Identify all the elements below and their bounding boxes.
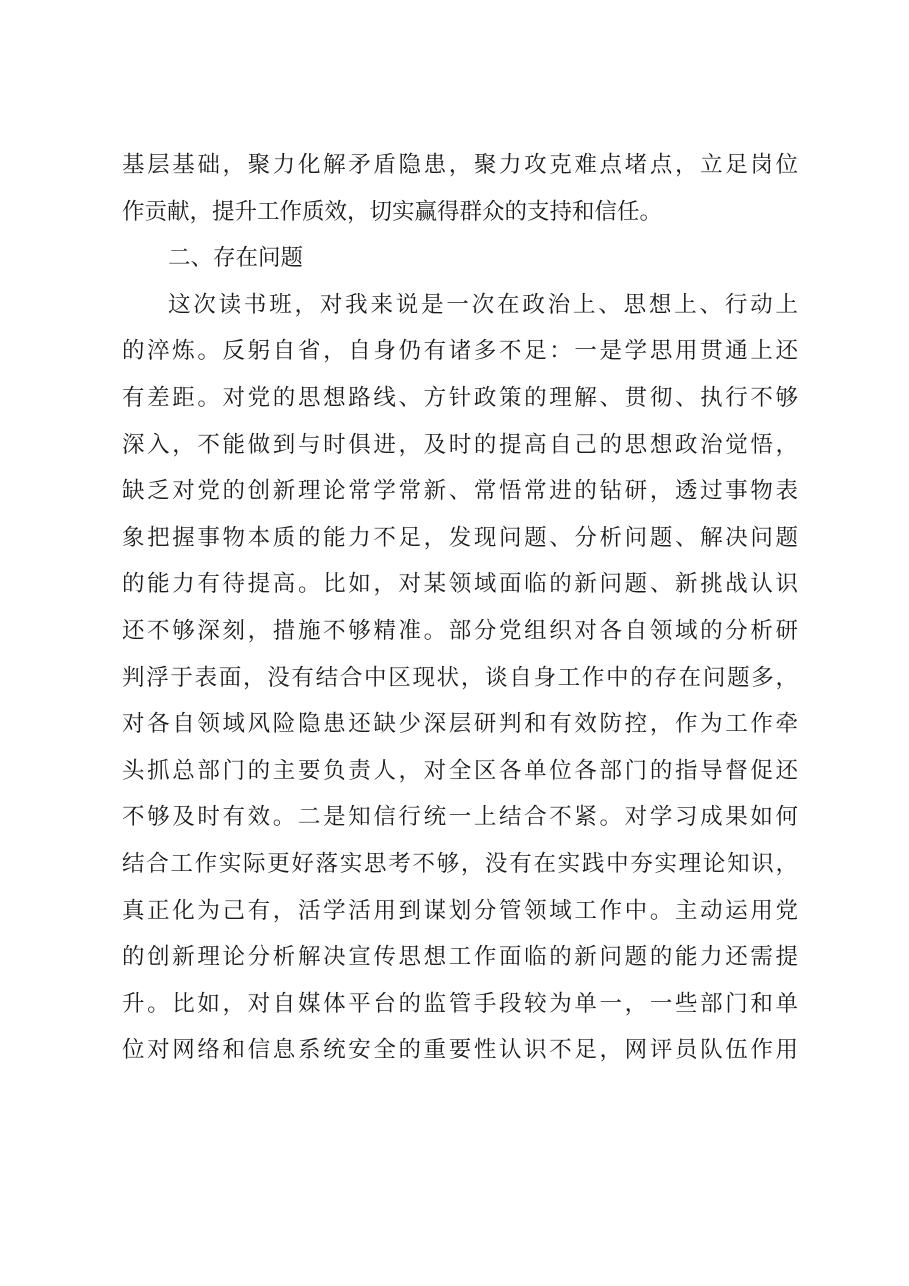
text-line: 对各自领域风险隐患还缺少深层研判和有效防控，作为工作牵	[122, 711, 798, 738]
text-line: 的能力有待提高。比如，对某领域面临的新问题、新挑战认识	[122, 571, 798, 598]
text-line: 结合工作实际更好落实思考不够，没有在实践中夯实理论知识，	[122, 850, 798, 877]
text-line: 象把握事物本质的能力不足，发现问题、分析问题、解决问题	[122, 524, 798, 551]
text-line: 基层基础，聚力化解矛盾隐患，聚力攻克难点堵点，立足岗位	[122, 152, 798, 178]
text-line: 不够及时有效。二是知信行统一上结合不紧。对学习成果如何	[122, 804, 798, 831]
text-line: 位对网络和信息系统安全的重要性认识不足，网评员队伍作用	[122, 1037, 798, 1064]
text-line: 有差距。对党的思想路线、方针政策的理解、贯彻、执行不够	[122, 384, 798, 411]
text-line: 深入，不能做到与时俱进，及时的提高自己的思想政治觉悟，	[122, 431, 798, 458]
text-line: 的淬炼。反躬自省，自身仍有诸多不足：一是学思用贯通上还	[122, 338, 798, 365]
text-line: 作贡献，提升工作质效，切实赢得群众的支持和信任。	[122, 198, 663, 225]
text-line: 还不够深刻，措施不够精准。部分党组织对各自领域的分析研	[122, 617, 798, 644]
text-line: 升。比如，对自媒体平台的监管手段较为单一，一些部门和单	[122, 990, 798, 1017]
text-line: 真正化为己有，活学活用到谋划分管领域工作中。主动运用党	[122, 897, 798, 924]
text-line: 的创新理论分析解决宣传思想工作面临的新问题的能力还需提	[122, 944, 798, 971]
paragraph-first-line: 这次读书班，对我来说是一次在政治上、思想上、行动上	[168, 291, 798, 318]
text-line: 缺乏对党的创新理论常学常新、常悟常进的钻研，透过事物表	[122, 478, 798, 505]
document-body	[122, 142, 798, 1074]
text-line: 头抓总部门的主要负责人，对全区各单位各部门的指导督促还	[122, 757, 798, 784]
text-line: 判浮于表面，没有结合中区现状，谈自身工作中的存在问题多，	[122, 664, 798, 691]
section-heading: 二、存在问题	[168, 245, 304, 272]
